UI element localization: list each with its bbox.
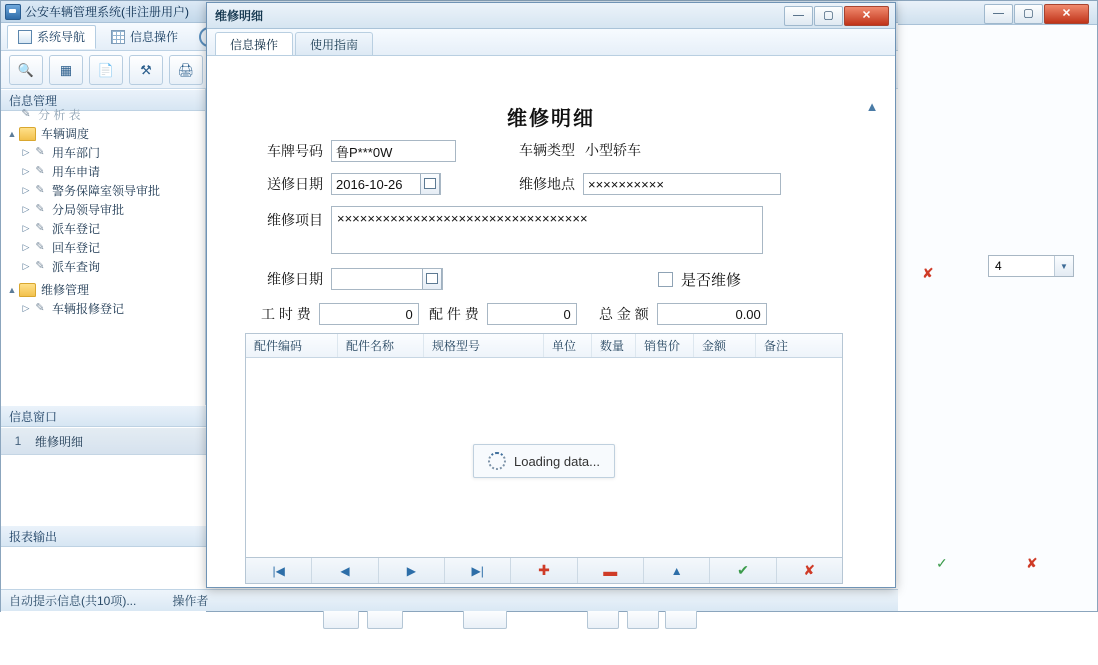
triangle-up-icon: ▲	[670, 563, 683, 578]
dialog-tabstrip	[207, 29, 895, 56]
tree-item-use-department[interactable]	[1, 143, 205, 162]
tree-group-vehicle-dispatch[interactable]	[1, 124, 205, 143]
expander-icon[interactable]: ▷	[22, 223, 30, 233]
cancel-record-button[interactable]	[777, 558, 842, 583]
page-icon: ✎	[35, 241, 45, 253]
edit-record-button[interactable]	[644, 558, 710, 583]
page-icon: ✎	[21, 108, 31, 120]
dialog-body	[207, 56, 895, 587]
labor-fee-input[interactable]: 0	[319, 303, 419, 325]
print-icon[interactable]: 🖨	[169, 55, 203, 85]
tree-group-vehicle-dispatch-label: 车辆调度	[41, 127, 90, 141]
total-amount-input[interactable]: 0.00	[657, 303, 767, 325]
column-header-quantity[interactable]: 数量	[592, 334, 636, 357]
tools-icon[interactable]: ⚒	[129, 55, 163, 85]
panel-header-report-output	[1, 525, 206, 547]
calendar-icon[interactable]	[420, 173, 440, 195]
parent-form-button-6[interactable]	[665, 609, 697, 629]
chevron-down-icon[interactable]: ▼	[1054, 256, 1073, 276]
panel-header-info-window	[1, 405, 206, 427]
check-icon: ✔	[737, 562, 749, 578]
parts-grid-header	[246, 334, 842, 358]
parts-grid-body	[246, 358, 842, 557]
last-record-button[interactable]	[445, 558, 511, 583]
secondary-confirm-icon-row	[936, 555, 948, 572]
expander-icon[interactable]: ▷	[22, 185, 30, 195]
folder-icon	[19, 283, 36, 297]
tab-user-guide-label: 使用指南	[310, 37, 359, 52]
list-item-label: 维修明细	[35, 434, 84, 449]
grid-square-icon	[18, 30, 32, 44]
tree-item-branch-leader-approval[interactable]	[1, 200, 205, 219]
plus-icon: ✚	[538, 562, 550, 578]
panel-header-report-output-label: 报表输出	[9, 529, 58, 544]
parent-form-button-4[interactable]	[587, 609, 619, 629]
tree-item-return-registration[interactable]	[1, 238, 205, 257]
repair-date-label: 维修日期	[267, 271, 323, 287]
page-icon: ✎	[35, 260, 45, 272]
field-repair-place	[519, 173, 781, 195]
page-icon: ✎	[35, 203, 45, 215]
search-icon[interactable]: 🔍	[9, 55, 43, 85]
column-header-unit[interactable]: 单位	[544, 334, 592, 357]
statusbar-message: 自动提示信息(共10项)...	[9, 594, 137, 608]
field-repair-items	[267, 206, 763, 254]
total-amount-label: 总 金 额	[599, 306, 649, 322]
expander-icon[interactable]: ▷	[22, 204, 30, 214]
field-plate-number	[267, 140, 456, 162]
parent-form-button-1[interactable]	[323, 609, 359, 629]
dialog-maximize-button[interactable]	[814, 6, 843, 26]
app-logo-icon	[5, 4, 21, 20]
close-icon: ✕	[1061, 7, 1072, 20]
parts-fee-label: 配 件 费	[429, 306, 479, 322]
loading-text: Loading data...	[513, 453, 601, 469]
grid-icon	[111, 30, 125, 44]
navigation-tree	[1, 108, 205, 318]
repair-date-input[interactable]	[331, 268, 443, 290]
secondary-window-caption-buttons	[984, 4, 1089, 24]
loading-indicator	[473, 444, 615, 478]
maximize-button[interactable]	[1014, 4, 1043, 24]
column-header-part-name[interactable]: 配件名称	[338, 334, 424, 357]
dialog-caption-buttons	[784, 6, 889, 26]
page-size-select[interactable]	[988, 255, 1074, 277]
list-item[interactable]	[1, 427, 206, 455]
expander-icon[interactable]: ▷	[22, 166, 30, 176]
tree-group-repair-manage-label: 维修管理	[41, 283, 90, 297]
secondary-window-body	[898, 25, 1097, 611]
tree-item-dispatch-query[interactable]	[1, 257, 205, 276]
prev-record-button[interactable]	[312, 558, 378, 583]
first-record-icon: |◀	[272, 563, 285, 578]
tab-info-operation[interactable]	[100, 25, 189, 49]
dialog-title: 维修明细	[215, 9, 264, 23]
field-repair-date	[267, 268, 443, 290]
expander-icon[interactable]: ▷	[22, 147, 30, 157]
page-icon: ✎	[35, 302, 45, 314]
field-vehicle-type	[519, 140, 641, 160]
secondary-cancel-icon-row	[922, 265, 934, 282]
expander-icon[interactable]: ▷	[22, 303, 30, 313]
tree-item-use-application-label: 用车申请	[52, 165, 101, 179]
tree-item-dispatch-registration[interactable]	[1, 219, 205, 238]
tree-item-vehicle-repair-registration-label: 车辆报修登记	[52, 302, 125, 316]
confirm-record-button[interactable]	[710, 558, 776, 583]
tab-info-operation[interactable]	[215, 32, 293, 55]
repair-place-input[interactable]: ××××××××××	[583, 173, 781, 195]
tree-item-analysis-table-label: 分 析 表	[38, 108, 81, 122]
panel-header-info-manage-label: 信息管理	[9, 93, 58, 108]
minimize-icon: —	[993, 7, 1004, 20]
delete-record-button[interactable]	[578, 558, 644, 583]
page-icon: ✎	[35, 165, 45, 177]
expander-icon[interactable]: ▷	[22, 242, 30, 252]
field-is-repaired[interactable]	[658, 269, 741, 290]
tree-item-analysis-table[interactable]	[1, 105, 205, 124]
tab-system-nav-label: 系统导航	[37, 30, 86, 44]
tree-item-use-department-label: 用车部门	[52, 146, 101, 160]
cancel-icon[interactable]: ✘	[1026, 555, 1038, 571]
secondary-combo-row	[988, 255, 1074, 277]
send-date-label: 送修日期	[267, 176, 323, 192]
next-record-icon: ▶	[406, 563, 416, 578]
tree-item-vehicle-repair-registration[interactable]	[1, 299, 205, 318]
calendar-icon[interactable]	[422, 268, 442, 290]
secondary-cancel2-icon-row	[1026, 555, 1038, 572]
expander-icon[interactable]: ▷	[22, 261, 30, 271]
column-header-remark[interactable]: 备注	[764, 339, 789, 353]
vehicle-type-value: 小型轿车	[585, 142, 641, 158]
record-navigator	[245, 558, 843, 584]
is-repaired-checkbox[interactable]	[658, 272, 673, 287]
statusbar-operator: 操作者	[172, 594, 209, 608]
tree-item-police-office-approval-label: 警务保障室领导审批	[52, 184, 161, 198]
column-header-sale-price[interactable]: 销售价	[636, 334, 694, 357]
page-icon: ✎	[35, 146, 45, 158]
document-icon[interactable]: 📄	[89, 55, 123, 85]
first-record-button[interactable]	[246, 558, 312, 583]
column-header-amount[interactable]: 金额	[694, 334, 756, 357]
tab-info-operation-label: 信息操作	[230, 37, 279, 52]
field-labor-fee	[261, 303, 419, 325]
maximize-icon: ▢	[1023, 7, 1034, 20]
minimize-button[interactable]	[984, 4, 1013, 24]
field-parts-fee	[429, 303, 577, 325]
expander-icon[interactable]: ▲	[7, 128, 17, 139]
plate-number-label: 车牌号码	[267, 143, 323, 159]
plate-number-input[interactable]: 鲁P***0W	[331, 140, 456, 162]
send-date-input[interactable]	[331, 173, 441, 195]
minus-icon: ▬	[603, 562, 618, 579]
repair-detail-dialog	[206, 2, 896, 588]
close-icon: ✕	[861, 9, 872, 22]
statusbar	[1, 589, 899, 611]
repair-place-label: 维修地点	[519, 176, 575, 192]
cross-icon: ✘	[803, 562, 816, 578]
tree-item-dispatch-query-label: 派车查询	[52, 260, 101, 274]
column-header-spec-model[interactable]: 规格型号	[424, 334, 544, 357]
vehicle-type-label: 车辆类型	[519, 142, 575, 158]
maximize-icon: ▢	[823, 9, 834, 22]
tree-item-branch-leader-approval-label: 分局领导审批	[52, 203, 125, 217]
cancel-icon[interactable]: ✘	[922, 265, 934, 281]
send-date-value: 2016-10-26	[336, 176, 403, 192]
form-title: 维修明细	[507, 108, 595, 130]
expander-icon[interactable]: ▲	[7, 284, 17, 295]
is-repaired-label: 是否维修	[681, 272, 742, 289]
page-icon: ✎	[35, 184, 45, 196]
confirm-icon[interactable]: ✓	[936, 555, 948, 571]
parent-form-button-2[interactable]	[367, 609, 403, 629]
tab-system-nav[interactable]	[7, 25, 96, 49]
parts-fee-input[interactable]: 0	[487, 303, 577, 325]
parent-form-button-3[interactable]	[463, 609, 507, 629]
main-window-title: 公安车辆管理系统(非注册用户)	[25, 5, 189, 19]
list-item-number: 1	[14, 434, 22, 448]
sidebar	[1, 89, 206, 591]
repair-items-textarea[interactable]: ×××××××××××××××××××××××××××××××××	[331, 206, 763, 254]
dialog-close-button[interactable]	[844, 6, 889, 26]
tree-item-dispatch-registration-label: 派车登记	[52, 222, 101, 236]
table-icon[interactable]: ▦	[49, 55, 83, 85]
panel-header-info-window-label: 信息窗口	[9, 409, 58, 424]
next-record-button[interactable]	[379, 558, 445, 583]
close-button[interactable]	[1044, 4, 1089, 24]
tree-group-repair-manage[interactable]	[1, 280, 205, 299]
dialog-minimize-button[interactable]	[784, 6, 813, 26]
parent-form-button-5[interactable]	[627, 609, 659, 629]
last-record-icon: ▶|	[471, 563, 484, 578]
labor-fee-label: 工 时 费	[261, 306, 311, 322]
repair-items-label: 维修项目	[267, 212, 323, 228]
spinner-icon	[488, 452, 506, 470]
tree-item-return-registration-label: 回车登记	[52, 241, 101, 255]
column-header-part-code[interactable]: 配件编码	[246, 334, 338, 357]
minimize-icon: —	[793, 9, 804, 22]
parts-grid	[245, 333, 843, 558]
page-size-value: 4	[995, 259, 1002, 273]
chevron-up-icon[interactable]: ▲	[865, 98, 879, 114]
tab-info-operation-label: 信息操作	[130, 30, 179, 44]
add-record-button[interactable]	[511, 558, 577, 583]
tree-item-police-office-approval[interactable]	[1, 181, 205, 200]
secondary-window	[898, 0, 1098, 612]
field-send-date	[267, 173, 441, 195]
page-icon: ✎	[35, 222, 45, 234]
folder-icon	[19, 127, 36, 141]
tab-user-guide[interactable]	[295, 32, 373, 55]
prev-record-icon: ◀	[340, 563, 350, 578]
tree-item-use-application[interactable]	[1, 162, 205, 181]
field-total-amount	[599, 303, 767, 325]
